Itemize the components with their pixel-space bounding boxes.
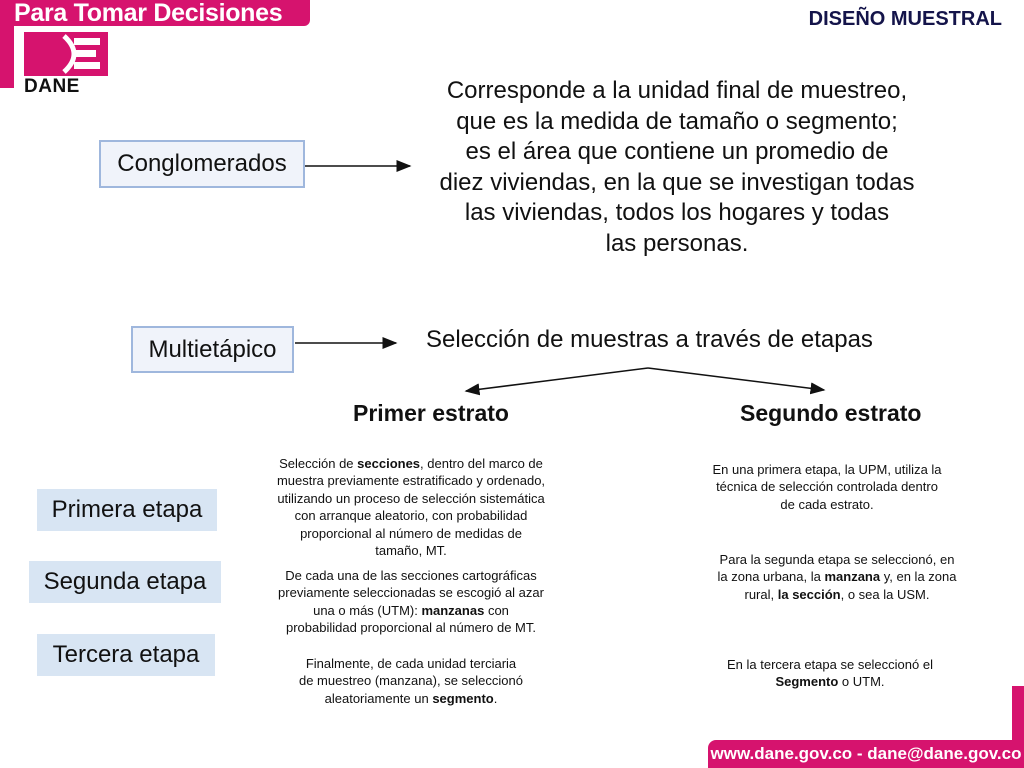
logo-text: DANE [24, 76, 80, 97]
footer-contact: www.dane.gov.co - dane@dane.gov.co [708, 740, 1024, 768]
conglomerados-box: Conglomerados [99, 140, 305, 188]
primer-estrato-heading: Primer estrato [353, 400, 509, 426]
segundo-estrato-etapa3-text: En la tercera etapa se seleccionó el Segmento o UTM. [727, 657, 933, 690]
stage-tercera-etapa: Tercera etapa [37, 634, 215, 676]
primer-estrato-etapa1-text: Selección de secciones, dentro del marco de muestra previamente estratificado y ordenado, utilizando un proceso de selección sistemática con arranque aleatorio, con probabilidad proporcional al número de medidas de tamaño, MT. [276, 456, 546, 559]
multietapico-box: Multietápico [131, 326, 294, 373]
primer-estrato-etapa3-text: Finalmente, de cada unidad terciaria de muestreo (manzana), se seleccionó aleatoriamente un segmento. [298, 656, 523, 706]
primer-estrato-etapa2-text: De cada una de las secciones cartográficas previamente seleccionadas se escogió al azar una o más (UTM): manzanas con probabilidad proporcional al número de MT. [278, 568, 544, 636]
stage-segunda-etapa: Segunda etapa [29, 561, 221, 603]
conglomerados-description: Corresponde a la unidad final de muestreo, que es la medida de tamaño o segmento; es el área que contiene un promedio de diez viviendas, en la que se investigan todas las viviendas, todos los hogares y todas las personas. [439, 77, 915, 257]
stage-primera-etapa: Primera etapa [37, 489, 217, 531]
brand-tagline: Para Tomar Decisiones [0, 0, 310, 26]
segundo-estrato-heading: Segundo estrato [740, 400, 922, 426]
segundo-estrato-etapa1-text: En una primera etapa, la UPM, utiliza la técnica de selección controlada dentro de cada estrato. [712, 462, 942, 512]
slide-title: DISEÑO MUESTRAL [808, 8, 1002, 30]
segundo-estrato-etapa2-text: Para la segunda etapa se seleccionó, en la zona urbana, la manzana y, en la zona rural, la sección, o sea la USM. [717, 552, 957, 602]
multietapico-description: Selección de muestras a través de etapas [426, 326, 873, 353]
